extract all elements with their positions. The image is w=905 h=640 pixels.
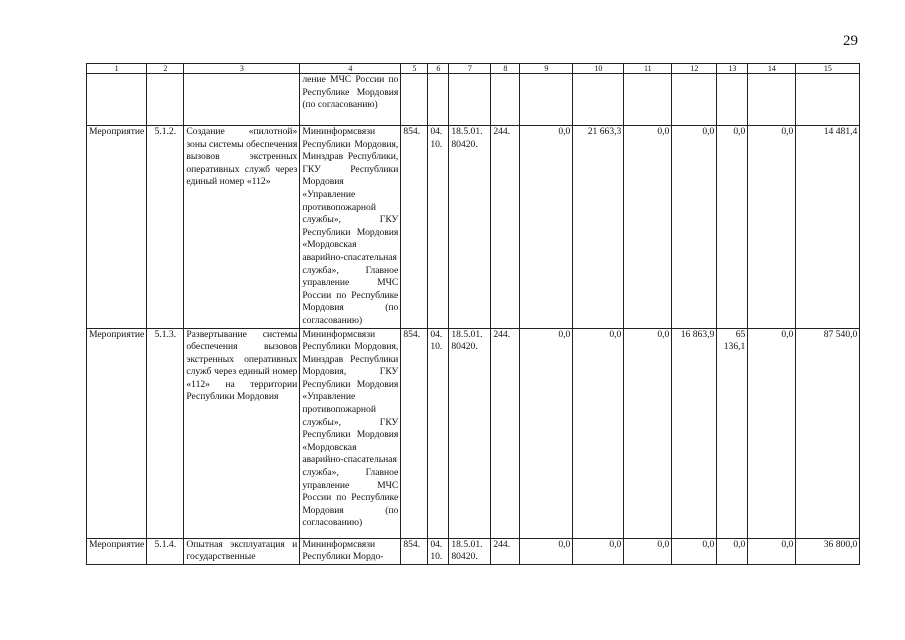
row-type: Мероприятие xyxy=(87,538,147,564)
row-value-15: 14 481,4 xyxy=(796,126,860,329)
column-number: 6 xyxy=(428,64,449,74)
row-value-13 xyxy=(717,74,748,126)
row-executor: Мининформсвязи Республики Мордовия, Минздрав Республики Мордовия, ГКУ Республики Мордовия «Управление противопожарной службы», ГКУ Республики Мордовия «Мордовская аварийно-спасательная служба», Главное управление МЧС России по Республике Мордовия (по согласованию) xyxy=(300,328,401,538)
column-number: 3 xyxy=(184,64,300,74)
row-code: 5.1.4. xyxy=(147,538,184,564)
row-section: 04. 10. xyxy=(428,328,449,538)
table-row xyxy=(87,328,860,538)
row-value-11 xyxy=(624,74,672,126)
budget-table xyxy=(86,63,860,565)
row-value-10: 0,0 xyxy=(573,328,624,538)
row-value-13: 0,0 xyxy=(717,126,748,329)
row-executor: Мининформсвязи Республики Мордовия, Минздрав Республики, ГКУ Республики Мордовия «Управление противопожарной службы», ГКУ Республики Мордовия «Мордовская аварийно-спасательная служба», Главное управление МЧС России по Республике Мордовия (по согласованию) xyxy=(300,126,401,329)
row-value-14: 0,0 xyxy=(748,328,796,538)
row-value-15: 87 540,0 xyxy=(796,328,860,538)
column-number: 8 xyxy=(491,64,520,74)
column-number: 11 xyxy=(624,64,672,74)
row-type: Мероприятие xyxy=(87,328,147,538)
row-executor: ление МЧС России по Республике Мордовия (по согласованию) xyxy=(300,74,401,126)
row-value-15: 36 800,0 xyxy=(796,538,860,564)
table-row xyxy=(87,538,860,564)
row-description: Развертывание системы обеспечения вызовов экстренных оперативных служб через единый номер «112» на территории Республики Мордовия xyxy=(184,328,300,538)
column-number: 14 xyxy=(748,64,796,74)
row-grbs: 854. xyxy=(401,126,428,329)
row-value-14: 0,0 xyxy=(748,126,796,329)
row-value-9: 0,0 xyxy=(520,328,573,538)
row-value-14: 0,0 xyxy=(748,538,796,564)
row-expense-type: 244. xyxy=(491,538,520,564)
column-number: 2 xyxy=(147,64,184,74)
column-number: 13 xyxy=(717,64,748,74)
row-target-article xyxy=(449,74,491,126)
row-value-10: 0,0 xyxy=(573,538,624,564)
row-target-article: 18.5.01. 80420. xyxy=(449,126,491,329)
row-value-12: 16 863,9 xyxy=(672,328,717,538)
row-section: 04. 10. xyxy=(428,538,449,564)
row-code: 5.1.3. xyxy=(147,328,184,538)
row-target-article: 18.5.01. 80420. xyxy=(449,538,491,564)
row-value-13: 65 136,1 xyxy=(717,328,748,538)
row-target-article: 18.5.01. 80420. xyxy=(449,328,491,538)
column-number: 15 xyxy=(796,64,860,74)
row-description xyxy=(184,74,300,126)
row-value-9 xyxy=(520,74,573,126)
row-executor: Мининформсвязи Республики Мордо- xyxy=(300,538,401,564)
row-value-11: 0,0 xyxy=(624,126,672,329)
row-expense-type: 244. xyxy=(491,126,520,329)
row-value-9: 0,0 xyxy=(520,126,573,329)
row-type: Мероприятие xyxy=(87,126,147,329)
row-grbs: 854. xyxy=(401,328,428,538)
row-value-11: 0,0 xyxy=(624,538,672,564)
column-number: 10 xyxy=(573,64,624,74)
row-grbs xyxy=(401,74,428,126)
row-value-10 xyxy=(573,74,624,126)
row-expense-type xyxy=(491,74,520,126)
row-grbs: 854. xyxy=(401,538,428,564)
row-value-12: 0,0 xyxy=(672,126,717,329)
column-number: 4 xyxy=(300,64,401,74)
row-value-13: 0,0 xyxy=(717,538,748,564)
column-number: 1 xyxy=(87,64,147,74)
table-row xyxy=(87,74,860,126)
table-row xyxy=(87,126,860,329)
page-number: 29 xyxy=(843,33,858,49)
row-value-12 xyxy=(672,74,717,126)
row-description: Опытная эксплуатация и государственные xyxy=(184,538,300,564)
row-value-12: 0,0 xyxy=(672,538,717,564)
row-expense-type: 244. xyxy=(491,328,520,538)
row-section: 04. 10. xyxy=(428,126,449,329)
row-value-11: 0,0 xyxy=(624,328,672,538)
row-section xyxy=(428,74,449,126)
row-value-14 xyxy=(748,74,796,126)
column-number-row xyxy=(87,64,860,74)
column-number: 5 xyxy=(401,64,428,74)
row-description: Создание «пилотной» зоны системы обеспечения вызовов экстренных оперативных служб через единый номер «112» xyxy=(184,126,300,329)
column-number: 7 xyxy=(449,64,491,74)
column-number: 12 xyxy=(672,64,717,74)
row-code: 5.1.2. xyxy=(147,126,184,329)
row-type xyxy=(87,74,147,126)
row-value-15 xyxy=(796,74,860,126)
column-number: 9 xyxy=(520,64,573,74)
row-code xyxy=(147,74,184,126)
row-value-10: 21 663,3 xyxy=(573,126,624,329)
row-value-9: 0,0 xyxy=(520,538,573,564)
